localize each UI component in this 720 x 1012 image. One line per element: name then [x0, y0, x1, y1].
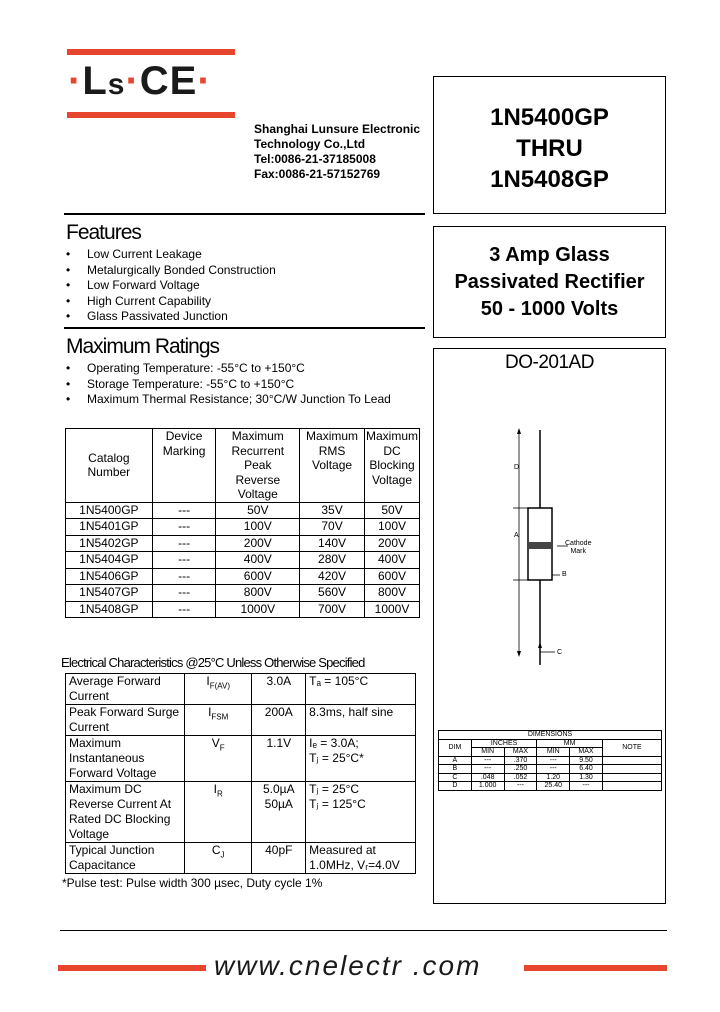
ratings-cell: 280V: [300, 552, 365, 569]
ratings-cell: 400V: [364, 552, 419, 569]
electrical-condition: Tⱼ = 25°C Tⱼ = 125°C: [306, 782, 416, 843]
electrical-footnote: *Pulse test: Pulse width 300 µsec, Duty cycle 1%: [62, 876, 323, 890]
ratings-header-cell: Maximum DC Blocking Voltage: [364, 429, 419, 503]
logo-top-bar: [67, 49, 235, 55]
ratings-header-cell: Maximum Recurrent Peak Reverse Voltage: [216, 429, 300, 503]
part-number-line2: THRU: [516, 135, 583, 162]
feature-item: • High Current Capability: [66, 294, 276, 310]
dimensions-table: [438, 730, 662, 791]
dim-header-cell: INCHES: [471, 739, 537, 748]
dim-label-d: D: [514, 464, 520, 471]
dim-cell: 1.20: [537, 773, 570, 782]
dim-label-c: C: [557, 649, 563, 656]
ratings-cell: 700V: [300, 601, 365, 618]
max-ratings-list: [66, 361, 391, 408]
electrical-row: [66, 843, 416, 874]
ratings-cell: 200V: [216, 535, 300, 552]
ratings-cell: 800V: [216, 585, 300, 602]
electrical-symbol: $C_J$: [184, 843, 251, 874]
ratings-cell: 1N5401GP: [66, 519, 153, 536]
electrical-value: 3.0A: [252, 674, 306, 705]
max-ratings-title: Maximum Ratings: [66, 335, 220, 358]
dim-subheader-cell: MAX: [504, 748, 537, 757]
feature-item: • Low Forward Voltage: [66, 278, 276, 294]
dim-cell: ---: [537, 756, 570, 765]
ratings-cell: 100V: [216, 519, 300, 536]
electrical-symbol-sub: F: [219, 743, 225, 753]
dim-cell: A: [439, 756, 472, 765]
dim-subheader-cell: MAX: [570, 748, 603, 757]
part-number-line3: 1N5408GP: [490, 166, 609, 193]
ratings-cell: 1N5407GP: [66, 585, 153, 602]
feature-item: • Metalurgically Bonded Construction: [66, 263, 276, 279]
ratings-header-cell: Maximum RMS Voltage: [300, 429, 365, 503]
ratings-cell: 200V: [364, 535, 419, 552]
dim-cell: 1.000: [471, 782, 504, 791]
ratings-cell: 1000V: [216, 601, 300, 618]
dim-cell: ---: [537, 765, 570, 774]
cathode-mark-label: Cathode Mark: [565, 540, 592, 555]
ratings-cell: ---: [152, 535, 216, 552]
ratings-cell: 50V: [216, 502, 300, 519]
ratings-cell: 1N5400GP: [66, 502, 153, 519]
dim-title-cell: DIMENSIONS: [439, 731, 662, 740]
electrical-symbol: $V_F$: [184, 736, 251, 782]
description-line1: 3 Amp Glass: [489, 244, 610, 266]
dim-row: [439, 773, 662, 782]
dim-cell: D: [439, 782, 472, 791]
dim-row: [439, 756, 662, 765]
description-line2: Passivated Rectifier: [454, 271, 645, 293]
description-line3: 50 - 1000 Volts: [480, 298, 619, 320]
ratings-row: [66, 519, 420, 536]
dim-cell: .250: [504, 765, 537, 774]
ratings-header-cell: Catalog Number: [66, 429, 153, 503]
ratings-cell: 600V: [364, 568, 419, 585]
ratings-cell: ---: [152, 601, 216, 618]
electrical-param: Maximum Instantaneous Forward Voltage: [66, 736, 185, 782]
ratings-row: [66, 502, 420, 519]
electrical-condition: Tₐ = 105°C: [306, 674, 416, 705]
ratings-cell: 400V: [216, 552, 300, 569]
rating-item: • Storage Temperature: -55°C to +150°C: [66, 377, 391, 393]
feature-item: • Glass Passivated Junction: [66, 309, 276, 325]
ratings-cell: ---: [152, 568, 216, 585]
electrical-table: [65, 673, 416, 874]
ratings-cell: 1N5406GP: [66, 568, 153, 585]
ratings-header-cell: Device Marking: [152, 429, 216, 503]
dim-cell: ---: [504, 782, 537, 791]
electrical-param: Peak Forward Surge Current: [66, 705, 185, 736]
dim-label-a: A: [514, 532, 519, 539]
electrical-row: [66, 705, 416, 736]
ratings-cell: ---: [152, 552, 216, 569]
ratings-cell: 1N5408GP: [66, 601, 153, 618]
electrical-condition: Iₑ = 3.0A; Tⱼ = 25°C*: [306, 736, 416, 782]
ratings-row: [66, 585, 420, 602]
dim-cell: ---: [570, 782, 603, 791]
dim-header-row: [439, 739, 662, 748]
dim-cell: 6.40: [570, 765, 603, 774]
electrical-row: [66, 674, 416, 705]
dim-cell: [602, 782, 661, 791]
ratings-cell: 140V: [300, 535, 365, 552]
dim-cell: B: [439, 765, 472, 774]
ratings-cell: 100V: [364, 519, 419, 536]
logo-bottom-bar: [67, 112, 235, 118]
feature-item: • Low Current Leakage: [66, 247, 276, 263]
rating-item: • Maximum Thermal Resistance; 30°C/W Junction To Lead: [66, 392, 391, 408]
electrical-symbol-sub: R: [216, 789, 223, 799]
ratings-cell: 800V: [364, 585, 419, 602]
dim-cell: 1.30: [570, 773, 603, 782]
footer-rule: [60, 930, 667, 931]
ratings-cell: ---: [152, 502, 216, 519]
electrical-param: Typical Junction Capacitance: [66, 843, 185, 874]
dim-cell: .048: [471, 773, 504, 782]
electrical-row: [66, 736, 416, 782]
features-list: [66, 247, 276, 325]
ratings-cell: 35V: [300, 502, 365, 519]
ratings-cell: 50V: [364, 502, 419, 519]
electrical-value: 200A: [252, 705, 306, 736]
ratings-row: [66, 535, 420, 552]
dim-header-cell: NOTE: [602, 739, 661, 756]
electrical-symbol-sub: F(AV): [209, 681, 230, 691]
electrical-symbol: $I_{FSM}$: [184, 705, 251, 736]
footer-url[interactable]: www.cnelectr .com: [214, 950, 482, 981]
ratings-cell: 1N5404GP: [66, 552, 153, 569]
dim-header-cell: DIM: [439, 739, 472, 756]
footer-red-bar-right: [524, 965, 667, 971]
electrical-symbol-sub: J: [220, 850, 225, 860]
dim-cell: ---: [471, 756, 504, 765]
electrical-value: 5.0µA 50µA: [252, 782, 306, 843]
dim-cell: .370: [504, 756, 537, 765]
electrical-title: Electrical Characteristics @25°C Unless Otherwise Specified: [61, 655, 365, 670]
electrical-condition: 8.3ms, half sine: [306, 705, 416, 736]
dim-cell: [602, 756, 661, 765]
package-name: DO-201AD: [505, 352, 594, 373]
electrical-condition: Measured at 1.0MHz, Vᵣ=4.0V: [306, 843, 416, 874]
dim-row: [439, 782, 662, 791]
electrical-symbol: $I_R$: [184, 782, 251, 843]
ratings-cell: 560V: [300, 585, 365, 602]
ratings-rule: [64, 327, 425, 329]
rating-item: • Operating Temperature: -55°C to +150°C: [66, 361, 391, 377]
ratings-cell: 1N5402GP: [66, 535, 153, 552]
ratings-cell: 600V: [216, 568, 300, 585]
footer-red-bar-left: [58, 965, 206, 971]
description-box: [433, 226, 666, 338]
features-rule: [64, 213, 425, 215]
ratings-row: [66, 601, 420, 618]
dim-cell: .052: [504, 773, 537, 782]
part-number-box: [433, 76, 666, 214]
electrical-row: [66, 782, 416, 843]
electrical-symbol-sub: FSM: [211, 712, 229, 722]
dim-cell: 9.50: [570, 756, 603, 765]
dim-cell: ---: [471, 765, 504, 774]
ratings-cell: ---: [152, 519, 216, 536]
ratings-table: [65, 428, 420, 618]
ratings-cell: ---: [152, 585, 216, 602]
part-number-line1: 1N5400GP: [490, 104, 609, 131]
dim-subheader-cell: MIN: [471, 748, 504, 757]
dim-cell: [602, 773, 661, 782]
electrical-param: Average Forward Current: [66, 674, 185, 705]
dim-cell: C: [439, 773, 472, 782]
electrical-param: Maximum DC Reverse Current At Rated DC Blocking Voltage: [66, 782, 185, 843]
electrical-value: 1.1V: [252, 736, 306, 782]
ratings-cell: 420V: [300, 568, 365, 585]
electrical-value: 40pF: [252, 843, 306, 874]
company-info: Shanghai Lunsure Electronic Technology Co.,Ltd Tel:0086-21-37185008 Fax:0086-21-57152769: [254, 122, 421, 181]
ratings-cell: 1000V: [364, 601, 419, 618]
dim-title-row: [439, 731, 662, 740]
features-title: Features: [66, 221, 141, 244]
dim-label-b: B: [562, 571, 567, 578]
ratings-row: [66, 552, 420, 569]
dim-cell: [602, 765, 661, 774]
electrical-symbol: $I_{F(AV)}$: [184, 674, 251, 705]
dim-subheader-cell: MIN: [537, 748, 570, 757]
dim-cell: 25.40: [537, 782, 570, 791]
company-logo: ·Ls·CE·: [68, 59, 212, 103]
ratings-cell: 70V: [300, 519, 365, 536]
ratings-row: [66, 568, 420, 585]
dim-header-cell: MM: [537, 739, 603, 748]
dim-row: [439, 765, 662, 774]
